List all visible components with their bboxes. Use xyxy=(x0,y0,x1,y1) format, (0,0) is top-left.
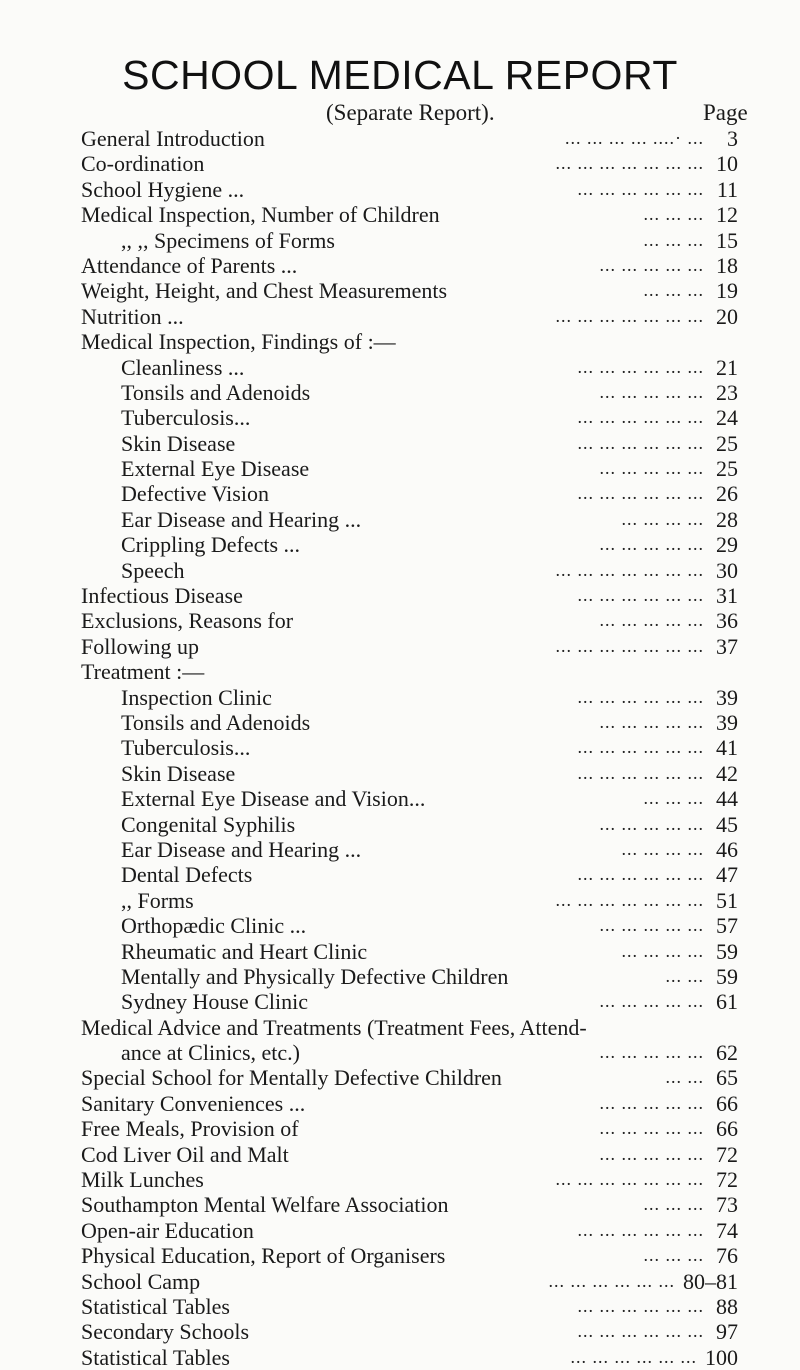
toc-entry-label: Skin Disease xyxy=(121,430,236,456)
toc-entry-label: Cod Liver Oil and Malt xyxy=(81,1141,289,1167)
toc-entry xyxy=(0,1269,800,1294)
toc-page-number: 30 xyxy=(716,557,738,583)
toc-page-number: 100 xyxy=(705,1344,738,1370)
toc-page-number: 66 xyxy=(716,1116,738,1142)
toc-entry-label: Ear Disease and Hearing ... xyxy=(121,836,362,862)
toc-entry-label: School Hygiene ... xyxy=(81,176,245,202)
page-column-heading: Page xyxy=(703,100,748,125)
toc-entry-label: Orthopædic Clinic ... xyxy=(121,913,307,939)
toc-leader-dots: ... ... ... ... xyxy=(621,940,704,961)
table-of-contents xyxy=(0,126,800,1370)
toc-entry-label: Weight, Height, and Chest Measurements xyxy=(81,278,448,304)
toc-entry-label: Crippling Defects ... xyxy=(121,532,301,558)
toc-entry xyxy=(0,507,800,532)
toc-page-number: 29 xyxy=(716,532,738,558)
toc-entry xyxy=(0,837,800,862)
toc-page-number: 57 xyxy=(716,913,738,939)
toc-leader-dots: ... ... ... ... xyxy=(621,508,704,529)
toc-leader-dots: ... ... ... ... ... ... xyxy=(577,407,704,428)
toc-entry-label: Free Meals, Provision of xyxy=(81,1116,299,1142)
toc-leader-dots: ... ... ... ... ... ... xyxy=(577,483,704,504)
toc-page-number: 47 xyxy=(716,862,738,888)
toc-leader-dots: ... ... ... ... ... xyxy=(599,610,704,631)
toc-entry xyxy=(0,126,800,151)
toc-entry-label: Skin Disease xyxy=(121,760,236,786)
toc-entry xyxy=(0,862,800,887)
toc-entry xyxy=(0,532,800,557)
toc-entry-label: External Eye Disease and Vision... xyxy=(121,786,426,812)
toc-leader-dots: ... ... ... xyxy=(643,204,704,225)
toc-entry xyxy=(0,583,800,608)
toc-entry-label: Dental Defects xyxy=(121,862,253,888)
toc-leader-dots: ... ... ... ... ... ... xyxy=(577,762,704,783)
toc-leader-dots: ... ... ... ... ... ... xyxy=(570,1346,697,1367)
toc-entry xyxy=(0,304,800,329)
toc-leader-dots: ... ... ... ... ... ... xyxy=(577,686,704,707)
toc-leader-dots: ... ... ... ... ... ... xyxy=(577,585,704,606)
toc-entry-label: Sanitary Conveniences ... xyxy=(81,1090,306,1116)
toc-entry xyxy=(0,812,800,837)
toc-entry xyxy=(0,1116,800,1141)
toc-entry-label: Statistical Tables xyxy=(81,1293,230,1319)
toc-entry xyxy=(0,228,800,253)
toc-page-number: 42 xyxy=(716,760,738,786)
toc-entry xyxy=(0,735,800,760)
toc-page-number: 59 xyxy=(716,938,738,964)
toc-entry-label: Co-ordination xyxy=(81,151,205,177)
toc-leader-dots: ... ... ... ... ... xyxy=(599,1042,704,1063)
toc-leader-dots: ... ... ... xyxy=(643,1194,704,1215)
toc-entry-label: ance at Clinics, etc.) xyxy=(121,1040,300,1066)
toc-page-number: 73 xyxy=(716,1192,738,1218)
toc-page-number: 80–81 xyxy=(683,1268,738,1294)
toc-leader-dots: ... ... ... ... ... ... ... xyxy=(555,153,704,174)
toc-entry xyxy=(0,710,800,735)
toc-entry-label: Secondary Schools xyxy=(81,1319,250,1345)
toc-entry-label: Southampton Mental Welfare Association xyxy=(81,1192,449,1218)
toc-entry-label: Medical Inspection, Number of Children xyxy=(81,202,440,228)
toc-entry xyxy=(0,989,800,1014)
toc-page-number: 88 xyxy=(716,1293,738,1319)
toc-entry xyxy=(0,329,800,354)
toc-page-number: 25 xyxy=(716,430,738,456)
toc-entry xyxy=(0,888,800,913)
toc-entry-label: Congenital Syphilis xyxy=(121,811,296,837)
toc-entry-label: Cleanliness ... xyxy=(121,354,245,380)
toc-entry-label: External Eye Disease xyxy=(121,456,310,482)
toc-entry-label: Sydney House Clinic xyxy=(121,989,308,1015)
toc-entry-label: Tuberculosis... xyxy=(121,405,251,431)
toc-page-number: 28 xyxy=(716,506,738,532)
toc-entry-label: Exclusions, Reasons for xyxy=(81,608,294,634)
toc-leader-dots: ... ... ... ... ... xyxy=(599,711,704,732)
toc-leader-dots: ... ... ... ... xyxy=(621,838,704,859)
toc-entry-label: Nutrition ... xyxy=(81,303,184,329)
toc-entry-label: Ear Disease and Hearing ... xyxy=(121,506,362,532)
toc-entry-label: Following up xyxy=(81,633,199,659)
toc-entry-label: Physical Education, Report of Organisers xyxy=(81,1243,446,1269)
toc-entry xyxy=(0,481,800,506)
toc-entry xyxy=(0,761,800,786)
toc-entry xyxy=(0,177,800,202)
toc-leader-dots: ... ... ... xyxy=(643,229,704,250)
toc-entry xyxy=(0,1091,800,1116)
toc-entry xyxy=(0,1015,800,1040)
toc-page-number: 10 xyxy=(716,151,738,177)
toc-leader-dots: ... ... ... ... ... ... xyxy=(548,1270,675,1291)
toc-entry-label: Tuberculosis... xyxy=(121,735,251,761)
toc-page-number: 37 xyxy=(716,633,738,659)
toc-entry-label: Speech xyxy=(121,557,185,583)
toc-page-number: 19 xyxy=(716,278,738,304)
toc-leader-dots: ... ... ... ... ... xyxy=(599,381,704,402)
toc-leader-dots: ... ... ... ... ... xyxy=(599,1118,704,1139)
toc-leader-dots: ... ... ... ... ... xyxy=(599,813,704,834)
toc-page-number: 97 xyxy=(716,1319,738,1345)
toc-entry xyxy=(0,1294,800,1319)
toc-page-number: 3 xyxy=(727,126,738,151)
toc-leader-dots: ... ... ... ... ... ... ... xyxy=(555,1169,704,1190)
toc-leader-dots: ... ... ... ... ... xyxy=(599,915,704,936)
toc-entry-label: General Introduction xyxy=(81,126,265,151)
toc-entry-label: Attendance of Parents ... xyxy=(81,252,298,278)
toc-entry xyxy=(0,355,800,380)
toc-page-number: 39 xyxy=(716,684,738,710)
toc-entry-label: Medical Inspection, Findings of :— xyxy=(81,329,396,355)
toc-entry xyxy=(0,685,800,710)
toc-leader-dots: ... ... ... ... ... xyxy=(599,254,704,275)
toc-entry-label: Open-air Education xyxy=(81,1217,254,1243)
toc-leader-dots: ... ... xyxy=(665,1067,704,1088)
toc-entry-label: Statistical Tables xyxy=(81,1344,230,1370)
toc-leader-dots: ... ... ... ... ... ... xyxy=(577,178,704,199)
toc-entry-label: ,, ,, Specimens of Forms xyxy=(121,227,335,253)
toc-entry-label: ,, Forms xyxy=(121,887,194,913)
toc-page-number: 74 xyxy=(716,1217,738,1243)
toc-entry xyxy=(0,431,800,456)
toc-entry xyxy=(0,1218,800,1243)
toc-entry xyxy=(0,1243,800,1268)
toc-entry-label: Medical Advice and Treatments (Treatment Fees, Attend- xyxy=(81,1014,587,1040)
toc-leader-dots: ... ... ... ... ... ... xyxy=(577,864,704,885)
toc-entry-label: Milk Lunches xyxy=(81,1167,204,1193)
toc-entry-label: Mentally and Physically Defective Children xyxy=(121,963,509,989)
toc-leader-dots: ... ... ... ... ... xyxy=(599,458,704,479)
toc-leader-dots: ... ... ... ... ... ... xyxy=(577,1321,704,1342)
toc-page-number: 23 xyxy=(716,379,738,405)
toc-page-number: 12 xyxy=(716,202,738,228)
toc-entry-label: Special School for Mentally Defective Children xyxy=(81,1065,502,1091)
toc-leader-dots: ... ... ... ... ... xyxy=(599,1143,704,1164)
toc-entry xyxy=(0,380,800,405)
toc-page-number: 25 xyxy=(716,456,738,482)
toc-entry-label: Tonsils and Adenoids xyxy=(121,379,311,405)
toc-entry xyxy=(0,634,800,659)
toc-leader-dots: ... ... ... ... ... ... ... xyxy=(555,559,704,580)
toc-entry xyxy=(0,659,800,684)
toc-leader-dots: ... ... ... ... ... ... xyxy=(577,356,704,377)
toc-entry xyxy=(0,1319,800,1344)
toc-page-number: 15 xyxy=(716,227,738,253)
toc-page-number: 46 xyxy=(716,836,738,862)
toc-entry xyxy=(0,786,800,811)
toc-page-number: 45 xyxy=(716,811,738,837)
toc-entry xyxy=(0,456,800,481)
toc-entry xyxy=(0,202,800,227)
toc-page-number: 39 xyxy=(716,709,738,735)
toc-page-number: 72 xyxy=(716,1167,738,1193)
toc-entry xyxy=(0,558,800,583)
toc-leader-dots: ... ... ... ... ... xyxy=(599,991,704,1012)
toc-entry-label: Rheumatic and Heart Clinic xyxy=(121,938,368,964)
toc-page-number: 66 xyxy=(716,1090,738,1116)
toc-entry-label: Defective Vision xyxy=(121,481,269,507)
toc-entry xyxy=(0,1345,800,1370)
toc-entry xyxy=(0,1192,800,1217)
toc-leader-dots: ... ... ... ... ... ... xyxy=(577,737,704,758)
toc-entry xyxy=(0,1142,800,1167)
toc-page-number: 21 xyxy=(716,354,738,380)
page-title: SCHOOL MEDICAL REPORT xyxy=(122,52,678,98)
toc-leader-dots: ... ... xyxy=(665,965,704,986)
toc-leader-dots: ... ... ... xyxy=(643,280,704,301)
toc-leader-dots: ... ... ... ... ... ... ... xyxy=(555,635,704,656)
toc-page-number: 65 xyxy=(716,1065,738,1091)
toc-entry xyxy=(0,608,800,633)
toc-entry xyxy=(0,1040,800,1065)
toc-page-number: 26 xyxy=(716,481,738,507)
toc-entry xyxy=(0,1065,800,1090)
toc-leader-dots: ... ... ... xyxy=(643,1245,704,1266)
toc-page-number: 31 xyxy=(716,583,738,609)
toc-entry xyxy=(0,253,800,278)
toc-entry-label: School Camp xyxy=(81,1268,201,1294)
toc-entry xyxy=(0,939,800,964)
toc-page-number: 76 xyxy=(716,1243,738,1269)
toc-page-number: 11 xyxy=(716,176,738,202)
toc-entry-label: Inspection Clinic xyxy=(121,684,272,710)
toc-leader-dots: ... ... ... ... ... xyxy=(599,534,704,555)
toc-entry xyxy=(0,405,800,430)
toc-page-number: 62 xyxy=(716,1040,738,1066)
toc-page-number: 18 xyxy=(716,252,738,278)
page-subtitle: (Separate Report). xyxy=(326,100,495,125)
toc-entry-label: Tonsils and Adenoids xyxy=(121,709,311,735)
toc-entry xyxy=(0,913,800,938)
toc-page-number: 44 xyxy=(716,786,738,812)
toc-leader-dots: ... ... ... ... ... ... xyxy=(577,432,704,453)
toc-page-number: 51 xyxy=(716,887,738,913)
toc-page-number: 41 xyxy=(716,735,738,761)
toc-leader-dots: ... ... ... ... ... ... ... xyxy=(555,889,704,910)
toc-page-number: 59 xyxy=(716,963,738,989)
toc-leader-dots: ... ... ... ... ... ... xyxy=(577,1295,704,1316)
toc-entry xyxy=(0,278,800,303)
toc-entry xyxy=(0,1167,800,1192)
toc-page-number: 24 xyxy=(716,405,738,431)
toc-leader-dots: ... ... ... ... ... ... xyxy=(577,1219,704,1240)
toc-page-number: 20 xyxy=(716,303,738,329)
toc-entry xyxy=(0,151,800,176)
toc-leader-dots: ... ... ... ... ....· ... xyxy=(565,128,704,148)
toc-entry-label: Treatment :— xyxy=(81,659,205,685)
toc-entry-label: Infectious Disease xyxy=(81,583,243,609)
toc-page-number: 61 xyxy=(716,989,738,1015)
toc-entry xyxy=(0,964,800,989)
toc-leader-dots: ... ... ... xyxy=(643,788,704,809)
toc-page-number: 72 xyxy=(716,1141,738,1167)
toc-leader-dots: ... ... ... ... ... xyxy=(599,1092,704,1113)
toc-leader-dots: ... ... ... ... ... ... ... xyxy=(555,305,704,326)
toc-page-number: 36 xyxy=(716,608,738,634)
